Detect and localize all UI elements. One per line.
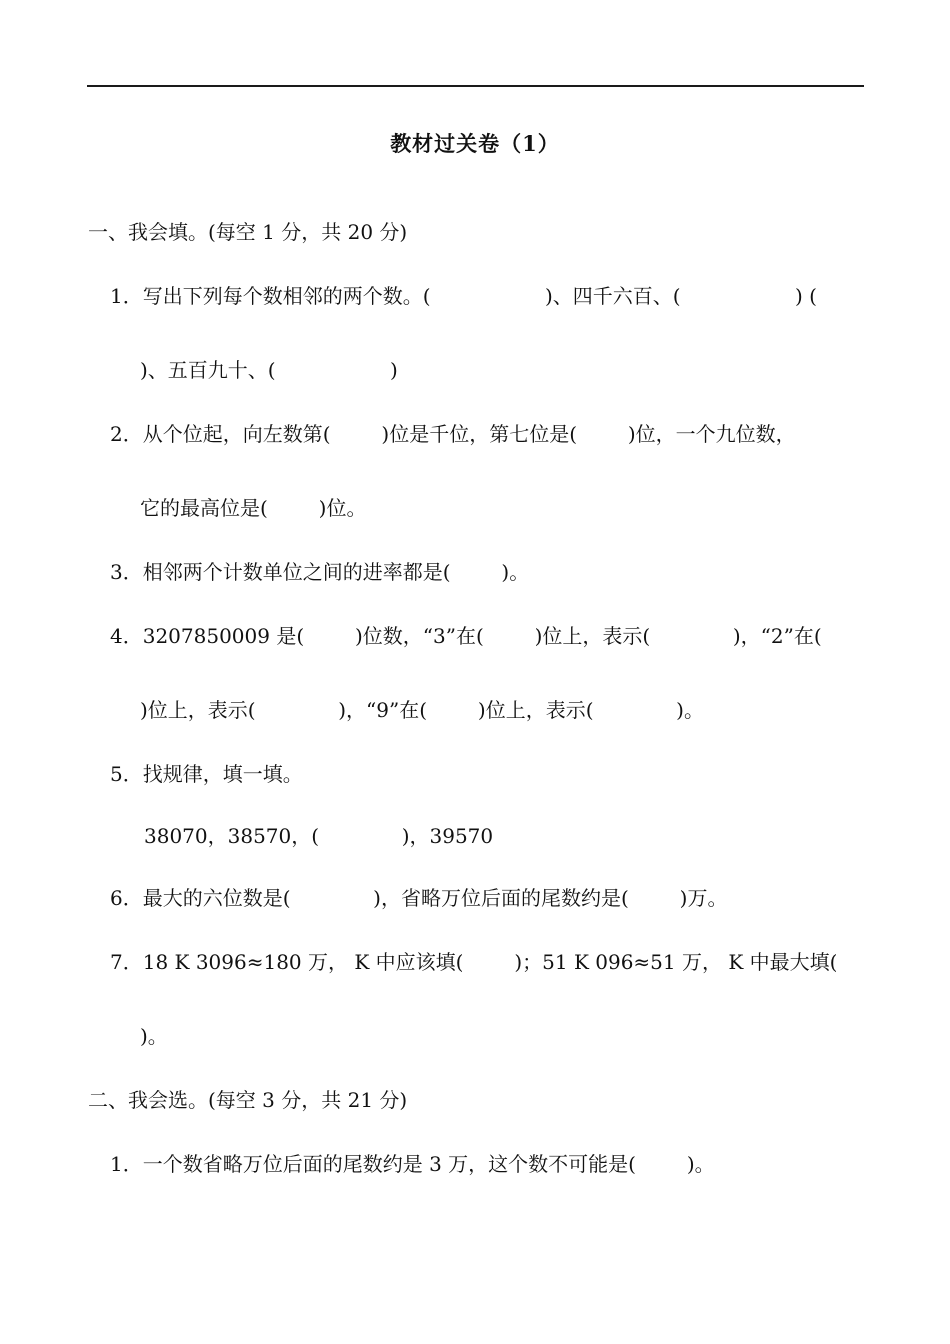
question-2-line-1: 2．从个位起，向左数第( )位是千位，第七位是( )位，一个九位数， — [110, 422, 796, 446]
question-2-line-2: 它的最高位是( )位。 — [140, 496, 367, 520]
question-7-line-2: )。 — [140, 1024, 168, 1048]
question-1-line-1: 1．写出下列每个数相邻的两个数。( )、四千六百、( ) ( — [110, 284, 817, 308]
question-5-line-2: 38070，38570，( )，39570 — [144, 824, 494, 848]
question-4-line-2: )位上，表示( )，“9”在( )位上，表示( )。 — [140, 698, 704, 722]
question-6-line-1: 6．最大的六位数是( )，省略万位后面的尾数约是( )万。 — [110, 886, 728, 910]
page-title: 教材过关卷（1） — [390, 131, 560, 156]
question-3-line-1: 3．相邻两个计数单位之间的进率都是( )。 — [110, 560, 530, 584]
choice-question-1-line-1: 1．一个数省略万位后面的尾数约是 3 万，这个数不可能是( )。 — [110, 1152, 715, 1176]
question-4-line-1: 4．3207850009 是( )位数，“3”在( )位上，表示( )，“2”在( — [110, 624, 822, 648]
question-5-line-1: 5．找规律，填一填。 — [110, 762, 303, 786]
section-heading-fill: 一、我会填。(每空 1 分，共 20 分) — [88, 220, 408, 244]
question-1-line-2: )、五百九十、( ) — [140, 358, 398, 382]
section-heading-choice: 二、我会选。(每空 3 分，共 21 分) — [88, 1088, 408, 1112]
header-rule — [87, 85, 864, 87]
question-7-line-1: 7．18 K 3096≈180 万， K 中应该填( )；51 K 096≈51 万， K 中最大填( — [110, 950, 838, 974]
